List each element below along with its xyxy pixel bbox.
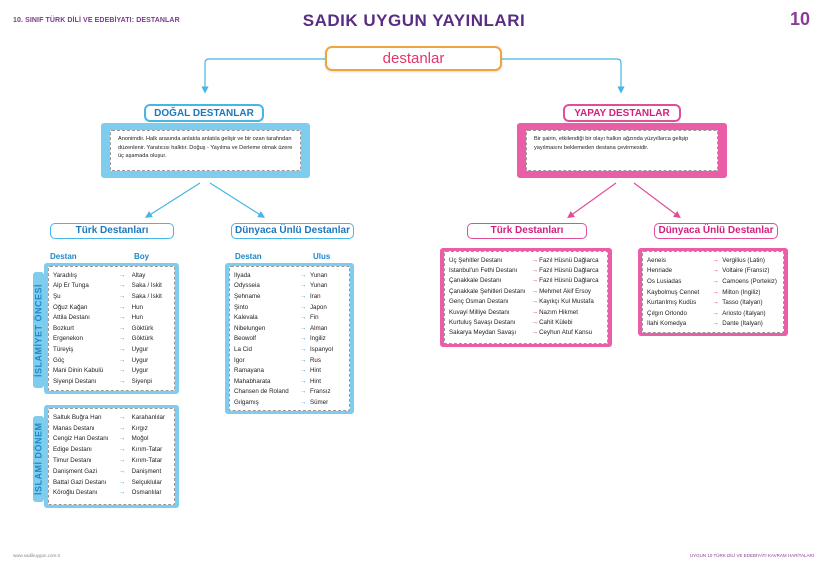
item-value: Göktürk <box>131 335 154 343</box>
item-name: Edige Destanı <box>53 446 92 454</box>
list-item <box>53 281 170 292</box>
list-item <box>647 287 779 298</box>
header-publisher: SADIK UYGUN YAYINLARI <box>302 11 526 30</box>
item-name: Genç Osman Destanı <box>449 298 509 306</box>
arrow-right-icon: → <box>299 314 307 322</box>
arrow-right-icon: → <box>118 314 126 322</box>
item-name: Ramayana <box>234 367 264 375</box>
item-value: Camoens (Portekiz) <box>722 277 777 285</box>
arrow-right-icon: → <box>118 292 126 300</box>
list-item <box>53 312 170 323</box>
item-name: Oğuz Kağan <box>53 303 88 311</box>
dogal-turk-col1: Destan <box>50 252 77 261</box>
dogal-dunya-box <box>225 263 354 414</box>
arrow-right-icon: → <box>118 489 126 497</box>
arrow-yapay-to-turk <box>570 183 616 216</box>
item-name: Kuvayi Milliye Destanı <box>449 308 510 316</box>
arrow-right-icon: → <box>531 308 538 316</box>
arrow-right-icon: → <box>712 277 719 285</box>
arrow-root-to-dogal <box>205 59 325 90</box>
list-item <box>449 297 603 307</box>
item-name: İlyada <box>234 271 251 279</box>
arrow-right-icon: → <box>299 282 307 290</box>
arrow-right-icon: → <box>118 335 126 343</box>
list-item <box>53 477 170 488</box>
item-name: Köroğlu Destanı <box>53 489 98 497</box>
item-name: Henriade <box>647 267 673 275</box>
item-name: Kurtuluş Savaşı Destanı <box>449 319 516 327</box>
item-name: Üç Şehitler Destanı <box>449 256 503 264</box>
item-name: Attila Destanı <box>53 314 90 322</box>
item-value: Voltaire (Fransız) <box>722 267 770 275</box>
yapay-turk-list <box>444 251 608 344</box>
item-value: Ceyhun Atuf Kansu <box>539 329 593 337</box>
item-name: Kaybolmuş Cennet <box>647 288 700 296</box>
arrow-right-icon: → <box>712 288 719 296</box>
item-value: Siyenpi <box>131 377 152 385</box>
item-name: Türeyiş <box>53 345 74 353</box>
item-value: Hun <box>131 314 143 322</box>
arrow-right-icon: → <box>712 299 719 307</box>
list-item <box>234 365 345 376</box>
arrow-right-icon: → <box>118 345 126 353</box>
item-value: Fransız <box>309 388 331 396</box>
dogal-turk-col2: Boy <box>134 252 150 261</box>
arrow-right-icon: → <box>118 356 126 364</box>
dogal-description-box <box>101 123 310 178</box>
list-item <box>53 291 170 302</box>
arrow-right-icon: → <box>531 298 538 306</box>
arrow-right-icon: → <box>118 478 126 486</box>
item-value: Japon <box>309 303 327 311</box>
item-value: Altay <box>131 271 146 279</box>
item-value: Uygur <box>131 367 149 375</box>
list-item <box>53 434 170 445</box>
item-name: Bozkurt <box>53 324 74 332</box>
item-name: Şinto <box>234 303 249 311</box>
item-value: Moğol <box>131 435 149 443</box>
islamiyet-oncesi-list <box>48 266 175 391</box>
arrow-right-icon: → <box>531 319 538 327</box>
list-item <box>234 344 345 355</box>
dogal-description: Anonimdir. Halk arasında anlatıla anlatıla gelişir ve bir ozan tarafından düzenlenir. Yaratıcısı halktır. Doğuş - Yayılma ve Derleme olmak üzere üç aşamada oluşur. <box>110 130 301 171</box>
item-value: Saka / İskit <box>131 292 162 300</box>
item-value: Danişment <box>131 467 162 475</box>
arrow-right-icon: → <box>118 424 126 432</box>
list-item <box>234 312 345 323</box>
list-item <box>234 302 345 313</box>
arrow-right-icon: → <box>299 377 307 385</box>
arrow-right-icon: → <box>712 309 719 317</box>
item-name: Şu <box>53 292 61 300</box>
item-value: Fin <box>309 314 319 322</box>
item-name: Saltuk Buğra Han <box>53 413 102 421</box>
list-item <box>53 302 170 313</box>
list-item <box>234 281 345 292</box>
item-value: İran <box>309 292 321 300</box>
islamiyet-oncesi-label: İSLAMİYET ÖNCESİ <box>33 283 44 377</box>
item-value: İngiliz <box>309 335 326 343</box>
dogal-title: DOĞAL DESTANLAR <box>144 104 264 122</box>
item-value: Osmanlılar <box>131 489 162 497</box>
islami-donem-box <box>44 405 179 508</box>
item-name: Şehname <box>234 292 261 300</box>
item-value: Rus <box>309 356 321 364</box>
item-name: Odysseia <box>234 282 260 290</box>
arrow-right-icon: → <box>118 377 126 385</box>
list-item <box>449 265 603 275</box>
arrow-right-icon: → <box>118 303 126 311</box>
arrow-right-icon: → <box>531 287 538 295</box>
item-name: Ergenekon <box>53 335 83 343</box>
item-value: Fazıl Hüsnü Dağlarca <box>539 277 599 285</box>
arrow-right-icon: → <box>118 467 126 475</box>
list-item <box>449 276 603 286</box>
arrow-right-icon: → <box>299 335 307 343</box>
item-value: Uygur <box>131 356 149 364</box>
arrow-root-to-yapay <box>502 59 621 90</box>
item-value: Cahit Külebi <box>539 319 573 327</box>
list-item <box>234 291 345 302</box>
item-value: Hun <box>131 303 143 311</box>
list-item <box>647 308 779 319</box>
arrow-right-icon: → <box>118 446 126 454</box>
dogal-dunya-title: Dünyaca Ünlü Destanlar <box>231 223 354 239</box>
item-value: Fazıl Hüsnü Dağlarca <box>539 256 599 264</box>
list-item <box>234 376 345 387</box>
item-name: Danişment Gazi <box>53 467 98 475</box>
item-value: Kırım-Tatar <box>131 446 163 454</box>
arrow-right-icon: → <box>299 345 307 353</box>
list-item <box>53 355 170 366</box>
dogal-turk-title: Türk Destanları <box>50 223 174 239</box>
item-value: Hint <box>309 377 321 385</box>
item-value: Selçuklular <box>131 478 162 486</box>
item-value: Alman <box>309 324 328 332</box>
arrow-right-icon: → <box>299 292 307 300</box>
arrow-right-icon: → <box>118 367 126 375</box>
arrow-right-icon: → <box>299 398 307 406</box>
list-item <box>53 323 170 334</box>
item-value: Uygur <box>131 345 149 353</box>
item-name: İgor <box>234 356 245 364</box>
item-value: Milton (İngiliz) <box>722 288 761 296</box>
list-item <box>647 297 779 308</box>
list-item <box>53 488 170 499</box>
arrow-right-icon: → <box>531 267 538 275</box>
arrow-right-icon: → <box>299 356 307 364</box>
list-item <box>53 423 170 434</box>
item-value: Yunan <box>309 271 328 279</box>
list-item <box>53 270 170 281</box>
yapay-title: YAPAY DESTANLAR <box>563 104 681 122</box>
item-name: Aeneis <box>647 256 666 264</box>
item-name: Gılgamış <box>234 398 259 406</box>
arrow-right-icon: → <box>118 324 126 332</box>
arrow-dogal-to-dunya <box>210 183 262 216</box>
yapay-turk-title: Türk Destanları <box>467 223 587 239</box>
arrow-right-icon: → <box>531 256 538 264</box>
list-item <box>449 307 603 317</box>
list-item <box>53 444 170 455</box>
list-item <box>53 344 170 355</box>
list-item <box>53 412 170 423</box>
arrow-right-icon: → <box>531 329 538 337</box>
item-name: Battal Gazi Destanı <box>53 478 107 486</box>
item-value: Mehmet Âkif Ersoy <box>539 287 591 295</box>
arrow-right-icon: → <box>712 256 719 264</box>
item-value: Göktürk <box>131 324 154 332</box>
item-name: Manas Destanı <box>53 424 95 432</box>
item-name: Siyenpi Destanı <box>53 377 97 385</box>
list-item <box>449 317 603 327</box>
item-value: Hint <box>309 367 321 375</box>
list-item <box>53 466 170 477</box>
footer-website: www.sadikuygun.com.tr <box>13 553 61 558</box>
list-item <box>647 276 779 287</box>
yapay-dunya-title: Dünyaca Ünlü Destanlar <box>654 223 778 239</box>
footer-book: UYGUN 10 TÜRK DİLİ VE EDEBİYATI KAVRAM HARİTALARI <box>689 553 814 558</box>
item-value: Tasso (İtalyan) <box>722 299 763 307</box>
list-item <box>53 376 170 387</box>
item-name: Beowolf <box>234 335 257 343</box>
islami-donem-list <box>48 408 175 505</box>
yapay-dunya-box <box>638 248 788 336</box>
list-item <box>234 397 345 408</box>
list-item <box>234 323 345 334</box>
arrow-right-icon: → <box>299 388 307 396</box>
arrow-right-icon: → <box>118 457 126 465</box>
item-name: Çanakkale Şehitleri Destanı <box>449 287 526 295</box>
arrow-right-icon: → <box>299 271 307 279</box>
item-name: Nibelungen <box>234 324 266 332</box>
list-item <box>53 455 170 466</box>
root-node: destanlar <box>325 46 502 71</box>
dogal-dunya-list <box>229 266 350 411</box>
arrow-right-icon: → <box>118 435 126 443</box>
yapay-dunya-list <box>642 251 784 333</box>
item-value: Ariosto (İtalyan) <box>722 309 766 317</box>
arrow-right-icon: → <box>712 320 719 328</box>
item-value: Dante (İtalyan) <box>722 320 763 328</box>
list-item <box>234 355 345 366</box>
arrow-right-icon: → <box>531 277 538 285</box>
item-name: Mani Dinin Kabulü <box>53 367 104 375</box>
list-item <box>234 270 345 281</box>
islami-donem-label: İSLAMİ DÖNEM <box>33 422 44 496</box>
arrow-right-icon: → <box>118 413 126 421</box>
dogal-dunya-col1: Destan <box>235 252 262 261</box>
item-value: Karahanlılar <box>131 413 166 421</box>
arrow-right-icon: → <box>118 271 126 279</box>
item-name: İlahi Komedya <box>647 320 687 328</box>
list-item <box>234 334 345 345</box>
list-item <box>53 334 170 345</box>
header-subject: 10. SINIF TÜRK DİLİ VE EDEBİYATI: DESTANLAR <box>13 17 180 24</box>
item-name: Göç <box>53 356 65 364</box>
arrow-right-icon: → <box>712 267 719 275</box>
item-value: Sümer <box>309 398 329 406</box>
arrow-right-icon: → <box>118 282 126 290</box>
item-name: Kurtarılmış Kudüs <box>647 299 697 307</box>
item-value: Saka / İskit <box>131 282 162 290</box>
arrow-right-icon: → <box>299 303 307 311</box>
item-name: Cengiz Han Destanı <box>53 435 109 443</box>
yapay-turk-box <box>440 248 612 347</box>
item-name: Çanakkale Destanı <box>449 277 502 285</box>
list-item <box>449 328 603 338</box>
page-number: 10 <box>789 9 810 29</box>
list-item <box>647 266 779 277</box>
item-value: Kırgız <box>131 424 148 432</box>
item-value: Kırım-Tatar <box>131 457 163 465</box>
list-item <box>234 387 345 398</box>
arrow-right-icon: → <box>299 324 307 332</box>
list-item <box>53 365 170 376</box>
item-value: Yunan <box>309 282 328 290</box>
dogal-dunya-col2: Ulus <box>313 252 331 261</box>
item-name: Alp Er Tunga <box>53 282 89 290</box>
item-name: La Cid <box>234 345 252 353</box>
item-name: Os Lusiadas <box>647 277 682 285</box>
item-name: Timur Destanı <box>53 457 92 465</box>
list-item <box>647 319 779 330</box>
list-item <box>449 286 603 296</box>
item-value: Nazım Hikmet <box>539 308 578 316</box>
item-value: Kayıkçı Kul Mustafa <box>539 298 594 306</box>
item-name: Sakarya Meydan Savaşı <box>449 329 517 337</box>
arrow-yapay-to-dunya <box>634 183 678 216</box>
item-name: Mahabharata <box>234 377 271 385</box>
item-name: Yaradılış <box>53 271 77 279</box>
item-name: Çılgın Orlondo <box>647 309 687 317</box>
list-item <box>449 255 603 265</box>
item-name: Chansen de Roland <box>234 388 289 396</box>
yapay-description: Bir şairin, etkilendiği bir olayı halkın ağzında yüzyıllarca gelişip yayılmasını beklemeden destana çevirmesidir. <box>526 130 718 171</box>
item-value: Vergilius (Latin) <box>722 256 765 264</box>
item-name: Kalevala <box>234 314 258 322</box>
item-value: İspanyol <box>309 345 333 353</box>
yapay-description-box <box>517 123 727 178</box>
item-value: Fazıl Hüsnü Dağlarca <box>539 267 599 275</box>
item-name: İstanbul'un Fethi Destanı <box>449 267 518 275</box>
arrow-dogal-to-turk <box>148 183 200 216</box>
arrow-right-icon: → <box>299 367 307 375</box>
list-item <box>647 255 779 266</box>
islamiyet-oncesi-box <box>44 263 179 394</box>
